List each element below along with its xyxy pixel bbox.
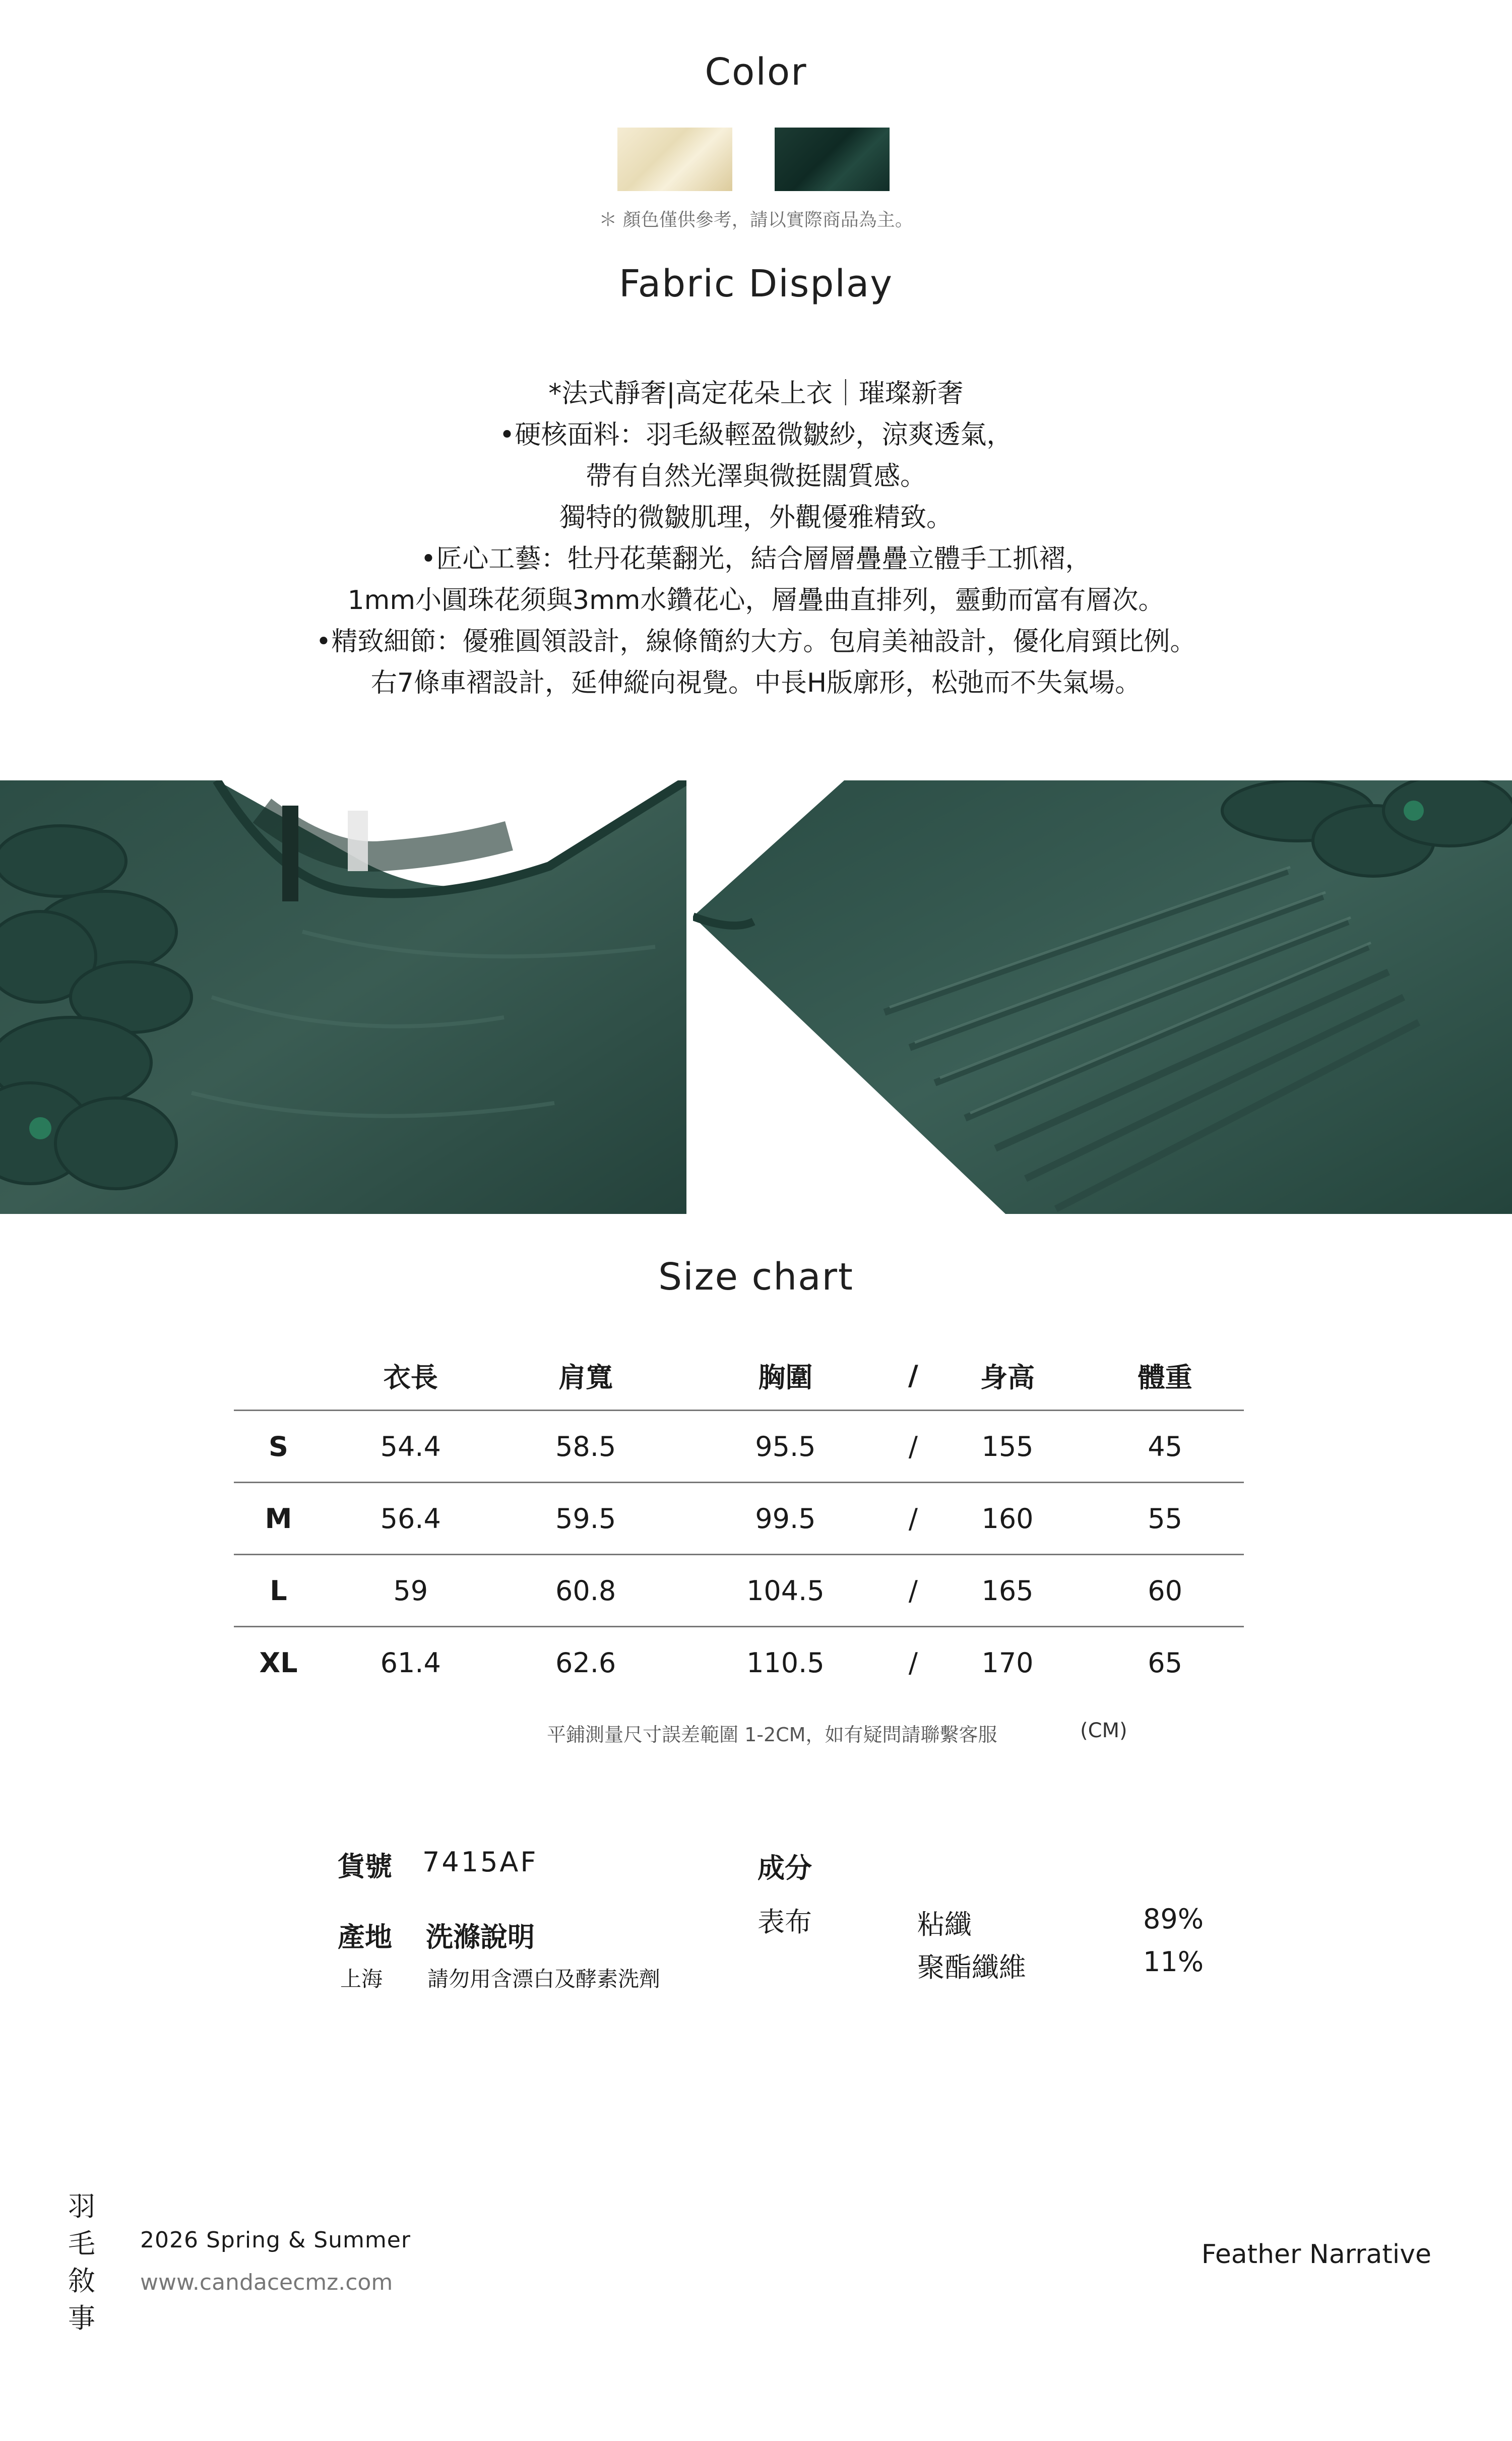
item-number-label: 貨號 xyxy=(338,1851,392,1882)
brand-char: 羽 xyxy=(68,2190,95,2222)
table-cell: 58.5 xyxy=(498,1411,673,1483)
table-cell: 45 xyxy=(1086,1411,1244,1483)
desc-line: 右7條車褶設計，延伸縱向視覺。中長H版廓形，松弛而不失氣場。 xyxy=(370,668,1142,698)
table-cell: 61.4 xyxy=(380,1646,441,1679)
table-cell: 59 xyxy=(323,1555,498,1627)
fabric-display-title: Fabric Display xyxy=(618,262,894,306)
table-row xyxy=(234,1627,1244,1698)
table-cell: / xyxy=(898,1411,929,1483)
header-cell: 肩寬 xyxy=(498,1341,673,1411)
green-color-swatch[interactable] xyxy=(775,128,890,191)
header-cell: 胸圍 xyxy=(673,1341,898,1411)
brand-name-vertical xyxy=(67,2188,97,2337)
size-label: L xyxy=(234,1555,323,1627)
desc-line: *法式靜奢|高定花朵上衣｜璀璨新奢 xyxy=(548,379,964,409)
brand-name-english: Feather Narrative xyxy=(1201,2239,1431,2270)
fabric-photo-neckline xyxy=(0,780,686,1214)
desc-line: 帶有自然光澤與微挺闊質感。 xyxy=(585,461,926,492)
color-note: ＊ 顏色僅供參考，請以實際商品為主。 xyxy=(599,210,913,230)
table-cell: 99.5 xyxy=(673,1483,898,1555)
table-cell: 54.4 xyxy=(323,1411,498,1483)
size-label: M xyxy=(234,1483,323,1555)
table-cell: 60 xyxy=(1086,1555,1244,1627)
material-percent: 89% xyxy=(1143,1903,1204,1935)
brand-char: 敘 xyxy=(68,2265,95,2297)
table-cell: 165 xyxy=(929,1555,1087,1627)
color-title: Color xyxy=(705,50,807,94)
header-cell: 衣長 xyxy=(323,1341,498,1411)
desc-line: •精致細節：優雅圓領設計，線條簡約大方。包肩美袖設計，優化肩頸比例。 xyxy=(316,627,1196,657)
origin-label: 產地 xyxy=(338,1921,392,1953)
table-cell: 160 xyxy=(929,1483,1087,1555)
desc-line: 1mm小圓珠花须與3mm水鑽花心，層疊曲直排列，靈動而富有層次。 xyxy=(347,585,1165,616)
table-row xyxy=(234,1411,1244,1483)
table-row xyxy=(234,1555,1244,1627)
size-unit: (CM) xyxy=(1080,1719,1127,1742)
table-cell: / xyxy=(898,1555,929,1627)
brand-char: 毛 xyxy=(68,2228,95,2260)
cream-color-swatch[interactable] xyxy=(617,128,732,191)
material-name: 聚酯纖維 xyxy=(917,1951,1026,1983)
table-cell: / xyxy=(908,1646,918,1679)
header-cell: 體重 xyxy=(1086,1341,1244,1411)
origin-value: 上海 xyxy=(340,1967,383,1991)
header-cell: 身高 xyxy=(929,1341,1087,1411)
table-cell: 95.5 xyxy=(673,1411,898,1483)
size-table xyxy=(234,1341,1244,1698)
material-name: 粘纖 xyxy=(917,1909,972,1940)
size-label: S xyxy=(234,1411,323,1483)
table-cell: 110.5 xyxy=(746,1646,825,1679)
size-table-header xyxy=(234,1341,1244,1411)
table-cell: 170 xyxy=(981,1646,1034,1679)
table-cell: 155 xyxy=(929,1411,1087,1483)
desc-line: •匠心工藝：牡丹花葉翻光，結合層層疊疊立體手工抓褶， xyxy=(420,544,1092,574)
item-number: 7415AF xyxy=(422,1846,538,1878)
header-cell: / xyxy=(898,1341,929,1411)
care-instructions: 請勿用含漂白及酵素洗劑 xyxy=(427,1967,661,1991)
website-link[interactable]: www.candacecmz.com xyxy=(140,2270,393,2295)
size-label: XL xyxy=(259,1646,298,1679)
care-label: 洗滌說明 xyxy=(426,1921,535,1953)
season-label: 2026 Spring & Summer xyxy=(140,2227,411,2253)
fabric-description xyxy=(0,373,1512,704)
size-note: 平鋪測量尺寸誤差範圍 1-2CM，如有疑問請聯繫客服 xyxy=(547,1724,997,1746)
table-cell: 104.5 xyxy=(673,1555,898,1627)
desc-line: 獨特的微皺肌理，外觀優雅精致。 xyxy=(559,503,953,533)
fabric-label: 表布 xyxy=(758,1906,812,1938)
table-row xyxy=(234,1483,1244,1555)
header-cell xyxy=(234,1341,323,1411)
table-cell: 59.5 xyxy=(498,1483,673,1555)
table-cell: / xyxy=(898,1483,929,1555)
table-cell: 55 xyxy=(1086,1483,1244,1555)
table-cell: 56.4 xyxy=(323,1483,498,1555)
material-percent: 11% xyxy=(1143,1946,1204,1978)
fabric-photo-pleats xyxy=(693,780,1512,1214)
table-cell: 60.8 xyxy=(498,1555,673,1627)
composition-label: 成分 xyxy=(758,1852,812,1884)
desc-line: •硬核面料：羽毛級輕盈微皺紗，涼爽透氣， xyxy=(499,420,1013,450)
table-cell: 65 xyxy=(1148,1646,1183,1679)
brand-char: 事 xyxy=(68,2302,95,2334)
table-cell: 62.6 xyxy=(555,1646,616,1679)
size-chart-title: Size chart xyxy=(658,1255,854,1299)
